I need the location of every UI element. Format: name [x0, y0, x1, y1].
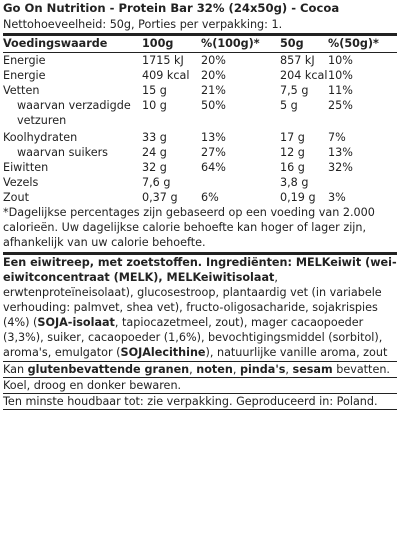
value-50g: 3,8 g — [280, 176, 309, 189]
table-row — [3, 190, 397, 205]
ingredients-lead: Een eiwitreep, met zoetstoffen. Ingrediënten: — [3, 256, 292, 269]
text-segment: , erwtenproteïneisolaat), glucosestroop, plantaardig vet (in variabele verhouding: palmvet, shea vet), fructo-oligosacharide, sojakrispies (4%) ( — [3, 271, 382, 329]
table-row — [3, 68, 397, 83]
value-100g: 10 g — [142, 99, 167, 112]
storage-instructions: Koel, droog en donker bewaren. — [3, 378, 397, 394]
text-segment: , — [232, 363, 240, 376]
nutrient-name: waarvan verzadigde vetzuren — [17, 99, 131, 127]
ingredients-text — [3, 256, 397, 359]
pct-100g: 20% — [201, 54, 226, 67]
pct-50g: 13% — [328, 146, 353, 159]
header-pct-100g: %(100g)* — [201, 36, 280, 53]
pct-100g: 20% — [201, 69, 226, 82]
ingredients — [3, 255, 397, 362]
value-50g: 204 kcal — [280, 69, 328, 82]
table-row — [3, 145, 397, 160]
pct-50g: 25% — [328, 99, 353, 112]
value-50g: 16 g — [280, 161, 305, 174]
nutrient-name: Eiwitten — [3, 161, 49, 174]
nutrition-table — [3, 36, 397, 205]
header-pct-50g: %(50g)* — [328, 36, 397, 53]
pct-50g: 3% — [328, 191, 346, 204]
table-header-row — [3, 36, 397, 53]
allergen-list — [28, 363, 390, 376]
nutrition-rows — [3, 53, 397, 206]
allergen-highlight: SOJA-isolaat — [37, 316, 115, 329]
text-segment: , tapiocazetmeel, zout), mager cacaopoeder (3,3%), suiker, cacaopoeder (1,6%), bevochtigingsmiddel (sorbitol), aroma's, emulgator ( — [3, 316, 383, 359]
pct-50g: 10% — [328, 69, 353, 82]
pct-50g: 11% — [328, 84, 353, 97]
value-50g: 0,19 g — [280, 191, 316, 204]
value-100g: 32 g — [142, 161, 167, 174]
value-100g: 0,37 g — [142, 191, 178, 204]
best-before: Ten minste houdbaar tot: zie verpakking. Geproduceerd in: Poland. — [3, 394, 397, 410]
value-100g: 33 g — [142, 131, 167, 144]
allergen-highlight: MELKeiwit (wei-eiwitconcentraat (MELK), MELKeiwitisolaat — [3, 256, 397, 284]
value-100g: 15 g — [142, 84, 167, 97]
footnote: *Dagelijkse percentages zijn gebaseerd op een voeding van 2.000 calorieën. Uw dagelijkse calorie behoefte kan hoger of lager zijn, afhankelijk van uw calorie behoefte. — [3, 205, 397, 255]
pct-100g: 13% — [201, 131, 226, 144]
allergen-highlight: sesam — [292, 363, 333, 376]
product-title: Go On Nutrition - Protein Bar 32% (24x50g) - Cocoa — [3, 1, 340, 15]
table-row — [3, 83, 397, 98]
table-row — [3, 128, 397, 145]
allergen-highlight: pinda's — [239, 363, 286, 376]
nutrient-name: Zout — [3, 191, 29, 204]
pct-100g: 6% — [201, 191, 219, 204]
table-row — [3, 98, 397, 128]
value-50g: 17 g — [280, 131, 305, 144]
allergen-prefix: Kan — [3, 363, 28, 376]
value-100g: 24 g — [142, 146, 167, 159]
pct-50g: 32% — [328, 161, 353, 174]
header-50g: 50g — [280, 36, 328, 53]
net-quantity: Nettohoeveelheid: 50g, Porties per verpakking: 1. — [3, 17, 397, 36]
nutrient-name: Energie — [3, 54, 46, 67]
nutrient-name: Vezels — [3, 176, 39, 189]
value-50g: 12 g — [280, 146, 305, 159]
value-100g: 1715 kJ — [142, 54, 184, 67]
value-50g: 857 kJ — [280, 54, 315, 67]
text-segment: bevatten. — [332, 363, 390, 376]
value-50g: 5 g — [280, 99, 298, 112]
pct-100g: 50% — [201, 99, 226, 112]
pct-100g: 64% — [201, 161, 226, 174]
allergen-highlight: glutenbevattende granen — [27, 363, 190, 376]
nutrient-name: waarvan suikers — [17, 146, 109, 159]
allergen-highlight: SOJAlecithine — [120, 346, 206, 359]
nutrient-name: Energie — [3, 69, 46, 82]
text-segment: ), natuurlijke vanille aroma, zout — [205, 346, 388, 359]
pct-100g: 21% — [201, 84, 226, 97]
value-100g: 409 kcal — [142, 69, 190, 82]
value-50g: 7,5 g — [280, 84, 309, 97]
allergen-statement — [3, 362, 397, 378]
pct-100g: 27% — [201, 146, 226, 159]
pct-50g — [328, 175, 397, 190]
table-row — [3, 160, 397, 175]
allergen-highlight: noten — [196, 363, 233, 376]
pct-50g: 10% — [328, 54, 353, 67]
header-100g: 100g — [142, 36, 201, 53]
header-nutrient: Voedingswaarde — [3, 36, 142, 53]
nutrient-name: Koolhydraten — [3, 131, 78, 144]
table-row — [3, 53, 397, 69]
value-100g: 7,6 g — [142, 176, 171, 189]
text-segment: , — [189, 363, 197, 376]
nutrition-label — [0, 1, 400, 410]
text-segment: , — [285, 363, 293, 376]
table-row — [3, 175, 397, 190]
pct-100g — [201, 175, 280, 190]
nutrient-name: Vetten — [3, 84, 40, 97]
pct-50g: 7% — [328, 131, 346, 144]
